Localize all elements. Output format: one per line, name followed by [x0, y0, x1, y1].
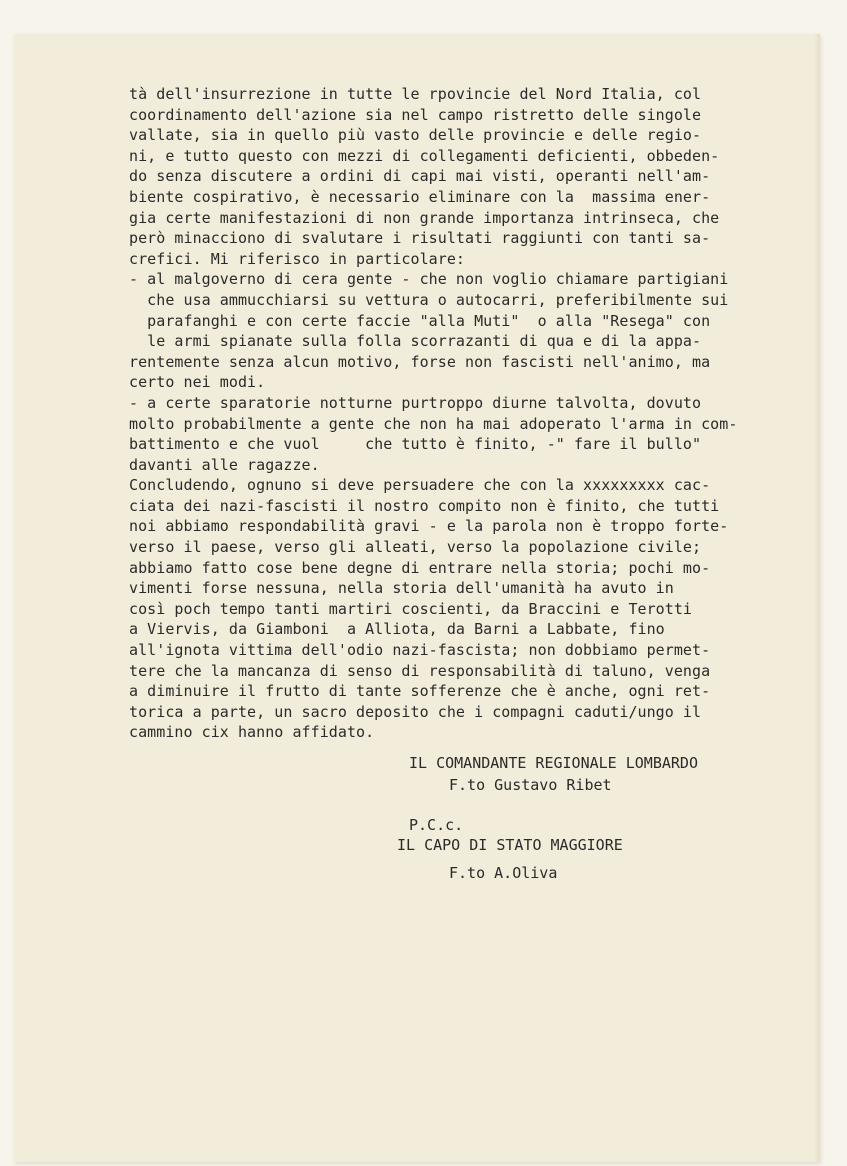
signature-name: F.to Gustavo Ribet [449, 776, 612, 794]
text-line: Concludendo, ognuno si deve persuadere che con la xxxxxxxxx cac- [129, 476, 711, 495]
text-line: le armi spianate sulla folla scorrazanti di qua e di la appa- [129, 332, 702, 351]
text-line: a diminuire il frutto di tante sofferenze che è anche, ogni ret- [129, 682, 711, 701]
text-line: crefici. Mi riferisco in particolare: [129, 249, 465, 268]
text-line: ciata dei nazi-fascisti il nostro compito non è finito, che tutti [129, 496, 720, 515]
text-line: ni, e tutto questo con mezzi di collegamenti deficienti, obbeden- [129, 146, 720, 165]
text-line: abbiamo fatto cose bene degne di entrare nella storia; pochi mo- [129, 558, 711, 577]
chief-of-staff-name: F.to A.Oliva [449, 864, 558, 882]
text-line: però minacciono di svalutare i risultati raggiunti con tanti sa- [129, 229, 711, 248]
text-line: che usa ammucchiarsi su vettura o autocarri, preferibilmente sui [129, 290, 729, 309]
text-line: all'ignota vittima dell'odio nazi-fascista; non dobbiamo permet- [129, 641, 711, 660]
text-line: torica a parte, un sacro deposito che i compagni caduti/ungo il [129, 702, 702, 721]
text-line: noi abbiamo respondabilità gravi - e la parola non è troppo forte- [129, 517, 729, 536]
text-line: gia certe manifestazioni di non grande importanza intrinseca, che [129, 208, 720, 227]
text-line: - a certe sparatorie notturne purtroppo diurne talvolta, dovuto [129, 393, 702, 412]
text-line: così poch tempo tanti martiri coscienti, da Braccini e Terotti [129, 599, 693, 618]
text-line: tere che la mancanza di senso di responsabilità di taluno, venga [129, 661, 711, 680]
text-line: biente cospirativo, è necessario eliminare con la massima ener- [129, 187, 711, 206]
text-line: vimenti forse nessuna, nella storia dell'umanità ha avuto in [129, 579, 674, 598]
text-line: molto probabilmente a gente che non ha mai adoperato l'arma in com- [129, 414, 738, 433]
text-line: vallate, sia in quello più vasto delle provincie e delle regio- [129, 126, 702, 145]
text-line: parafanghi e con certe faccie "alla Muti" o alla "Resega" con [129, 311, 711, 330]
signature-title: IL COMANDANTE REGIONALE LOMBARDO [409, 754, 698, 772]
text-line: davanti alle ragazze. [129, 455, 320, 474]
text-line: verso il paese, verso gli alleati, verso la popolazione civile; [129, 538, 702, 557]
text-line: - al malgoverno di cera gente - che non voglio chiamare partigiani [129, 270, 729, 289]
text-line: battimento e che vuol che tutto è finito, -" fare il bullo" [129, 435, 702, 454]
text-line: coordinamento dell'azione sia nel campo ristretto delle singole [129, 105, 702, 124]
text-line: a Viervis, da Giamboni a Alliota, da Barni a Labbate, fino [129, 620, 665, 639]
text-line: tà dell'insurrezione in tutte le rpovincie del Nord Italia, col [129, 85, 702, 103]
chief-of-staff-title: IL CAPO DI STATO MAGGIORE [397, 836, 623, 854]
text-line: rentemente senza alcun motivo, forse non fascisti nell'animo, ma [129, 352, 711, 371]
per-copia-conforme: P.C.c. [409, 816, 464, 834]
text-line: certo nei modi. [129, 373, 266, 392]
text-line: cammino cix hanno affidato. [129, 723, 375, 742]
typewritten-body [129, 84, 819, 743]
text-line: do senza discutere a ordini di capi mai visti, operanti nell'am- [129, 167, 711, 186]
